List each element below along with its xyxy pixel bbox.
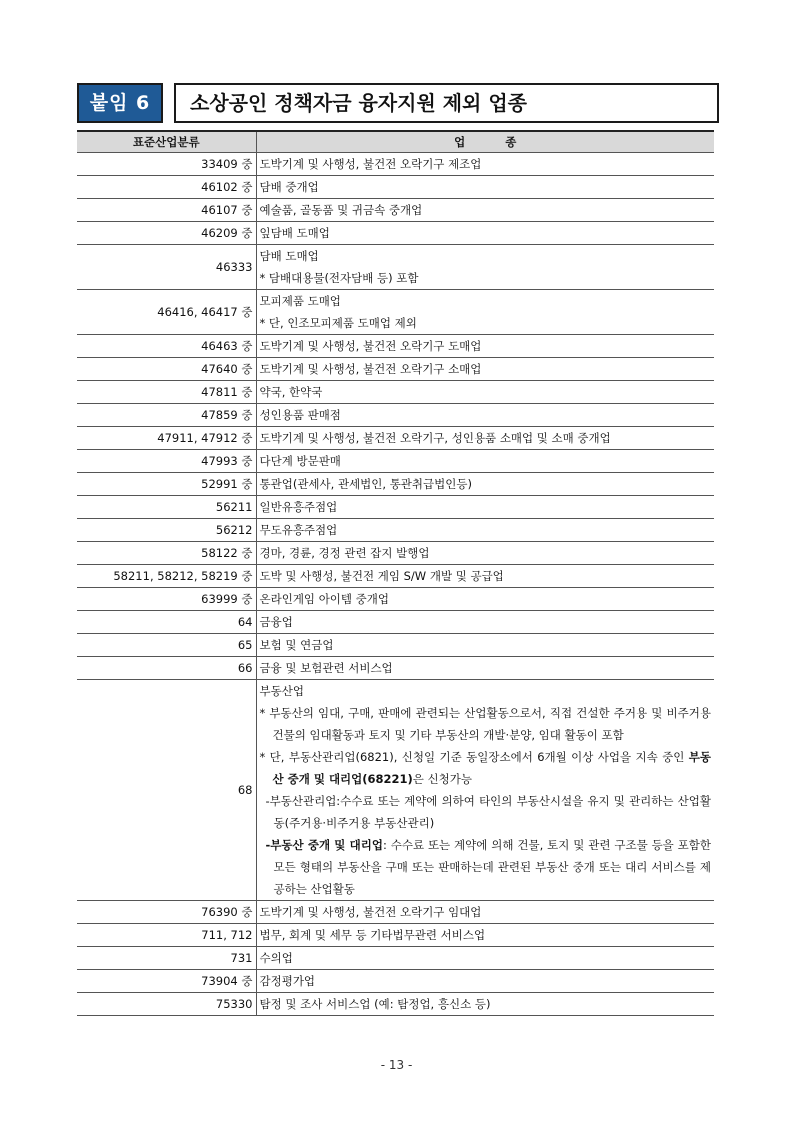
attachment-badge: 붙임 6 — [77, 83, 163, 123]
table-row — [77, 634, 714, 657]
industry-code: 47911, 47912 중 — [77, 427, 256, 450]
industry-description — [256, 199, 714, 222]
industry-code: 46333 — [77, 245, 256, 290]
industry-description — [256, 245, 714, 290]
table-row — [77, 427, 714, 450]
table-row — [77, 924, 714, 947]
table-row — [77, 519, 714, 542]
industry-note: * 단, 인조모피제품 도매업 제외 — [259, 316, 417, 330]
industry-code: 711, 712 — [77, 924, 256, 947]
table-row — [77, 565, 714, 588]
industry-description — [256, 680, 714, 901]
page-header — [77, 83, 719, 123]
page-number: - 13 - — [380, 1058, 413, 1072]
industry-description — [256, 924, 714, 947]
industry-name: 담배 중개업 — [259, 180, 319, 194]
industry-code: 47640 중 — [77, 358, 256, 381]
industry-name: 금융 및 보험관련 서비스업 — [259, 661, 393, 675]
table-row-real-estate — [77, 680, 714, 901]
industry-code: 46416, 46417 중 — [77, 290, 256, 335]
table-row — [77, 611, 714, 634]
industry-name: 법무, 회계 및 세무 등 기타법무관련 서비스업 — [259, 928, 486, 942]
industry-name: 통관업(관세사, 관세법인, 통관취급법인등) — [259, 477, 472, 491]
industry-description — [256, 657, 714, 680]
industry-description — [256, 358, 714, 381]
industry-description — [256, 427, 714, 450]
note-text: * 단, 부동산관리업(6821), 신청일 기준 동일장소에서 6개월 이상 사업을 지속 중인 — [259, 750, 689, 764]
column-header-industry: 업 종 — [256, 131, 714, 153]
industry-code: 52991 중 — [77, 473, 256, 496]
subnote-highlight: -부동산 중개 및 대리업 — [265, 838, 383, 852]
industry-name: 무도유흥주점업 — [259, 523, 338, 537]
industry-description — [256, 290, 714, 335]
industry-name: 성인용품 판매점 — [259, 408, 341, 422]
industry-description — [256, 588, 714, 611]
industry-name: 약국, 한약국 — [259, 385, 323, 399]
table-row — [77, 176, 714, 199]
industry-code: 58211, 58212, 58219 중 — [77, 565, 256, 588]
industry-name: 도박 및 사행성, 불건전 게임 S/W 개발 및 공급업 — [259, 569, 504, 583]
industry-name: 탐정 및 조사 서비스업 (예: 탐정업, 흥신소 등) — [259, 997, 491, 1011]
industry-description — [256, 496, 714, 519]
table-row — [77, 381, 714, 404]
industry-code: 56211 — [77, 496, 256, 519]
industry-code: 64 — [77, 611, 256, 634]
table-row — [77, 199, 714, 222]
industry-subnote — [260, 834, 712, 900]
industry-name: 수의업 — [259, 951, 293, 965]
industry-description — [256, 450, 714, 473]
table-row — [77, 335, 714, 358]
table-row — [77, 153, 714, 176]
industry-code: 73904 중 — [77, 970, 256, 993]
column-header-code: 표준산업분류 — [77, 131, 256, 153]
industry-description — [256, 993, 714, 1016]
industry-name: 예술품, 골동품 및 귀금속 중개업 — [259, 203, 423, 217]
industry-name: 도박기계 및 사행성, 불건전 오락기구, 성인용품 소매업 및 소매 중개업 — [259, 431, 611, 445]
industry-code: 46463 중 — [77, 335, 256, 358]
industry-code: 47859 중 — [77, 404, 256, 427]
industry-note — [260, 746, 712, 790]
industry-description — [256, 901, 714, 924]
industry-code: 63999 중 — [77, 588, 256, 611]
industry-description — [256, 634, 714, 657]
table-row — [77, 542, 714, 565]
industry-description — [256, 542, 714, 565]
industry-description — [256, 947, 714, 970]
industry-code: 46209 중 — [77, 222, 256, 245]
industry-name: 모피제품 도매업 — [259, 294, 341, 308]
industry-name: 부동산업 — [259, 684, 304, 698]
industry-code: 75330 — [77, 993, 256, 1016]
table-row — [77, 901, 714, 924]
table-row — [77, 404, 714, 427]
industry-name: 다단계 방문판매 — [259, 454, 341, 468]
table-row — [77, 358, 714, 381]
table-row — [77, 450, 714, 473]
industry-description — [256, 473, 714, 496]
industry-name: 경마, 경륜, 경정 관련 잡지 발행업 — [259, 546, 430, 560]
industry-description — [256, 611, 714, 634]
excluded-industries-table — [77, 130, 714, 1016]
table-row — [77, 657, 714, 680]
table-row — [77, 588, 714, 611]
industry-name: 보험 및 연금업 — [259, 638, 334, 652]
industry-note: * 부동산의 임대, 구매, 판매에 관련되는 산업활동으로서, 직접 건설한 주거용 및 비주거용 건물의 임대활동과 토지 및 기타 부동산의 개발·분양, 임대 활동이 포함 — [259, 706, 711, 742]
table-row — [77, 245, 714, 290]
industry-description — [256, 404, 714, 427]
industry-code: 76390 중 — [77, 901, 256, 924]
industry-description — [256, 970, 714, 993]
table-row — [77, 473, 714, 496]
industry-code: 56212 — [77, 519, 256, 542]
industry-name: 도박기계 및 사행성, 불건전 오락기구 도매업 — [259, 339, 482, 353]
industry-code: 58122 중 — [77, 542, 256, 565]
industry-description — [256, 381, 714, 404]
industry-name: 도박기계 및 사행성, 불건전 오락기구 임대업 — [259, 905, 482, 919]
industry-name: 감정평가업 — [259, 974, 316, 988]
industry-code: 66 — [77, 657, 256, 680]
table-row — [77, 970, 714, 993]
industry-code: 46102 중 — [77, 176, 256, 199]
industry-description — [256, 565, 714, 588]
industry-description — [256, 519, 714, 542]
table-row — [77, 290, 714, 335]
industry-name: 잎담배 도매업 — [259, 226, 330, 240]
industry-name: 도박기계 및 사행성, 불건전 오락기구 소매업 — [259, 362, 482, 376]
industry-code: 731 — [77, 947, 256, 970]
industry-code: 68 — [77, 680, 256, 901]
industry-name: 금융업 — [259, 615, 293, 629]
industry-name: 담배 도매업 — [259, 249, 319, 263]
industry-code: 33409 중 — [77, 153, 256, 176]
page-title: 소상공인 정책자금 융자지원 제외 업종 — [174, 83, 719, 123]
industry-description — [256, 335, 714, 358]
industry-name: 일반유흥주점업 — [259, 500, 338, 514]
industry-description — [256, 222, 714, 245]
note-text: 은 신청가능 — [412, 772, 472, 786]
industry-description — [256, 153, 714, 176]
industry-description — [256, 176, 714, 199]
industry-code: 47811 중 — [77, 381, 256, 404]
industry-code: 46107 중 — [77, 199, 256, 222]
industry-code: 47993 중 — [77, 450, 256, 473]
table-body — [77, 153, 714, 1016]
table-row — [77, 993, 714, 1016]
subnote-text: : 수수료 또는 계약에 의해 건물, 토지 및 관련 구조물 등을 포함한 모든 형태의 부동산을 구매 또는 판매하는데 관련된 부동산 중개 또는 대리 서비스를 제공하는 산업활동 — [273, 838, 711, 896]
note-highlight: 부동산 중개 및 대리업(68221) — [272, 750, 711, 786]
table-row — [77, 947, 714, 970]
industry-name: 도박기계 및 사행성, 불건전 오락기구 제조업 — [259, 157, 482, 171]
industry-subnote: -부동산관리업:수수료 또는 계약에 의하여 타인의 부동산시설을 유지 및 관리하는 산업활동(주거용·비주거용 부동산관리) — [265, 794, 711, 830]
table-row — [77, 222, 714, 245]
industry-name: 온라인게임 아이템 중개업 — [259, 592, 390, 606]
table-row — [77, 496, 714, 519]
industry-note: * 담배대용물(전자담배 등) 포함 — [259, 271, 419, 285]
industry-code: 65 — [77, 634, 256, 657]
